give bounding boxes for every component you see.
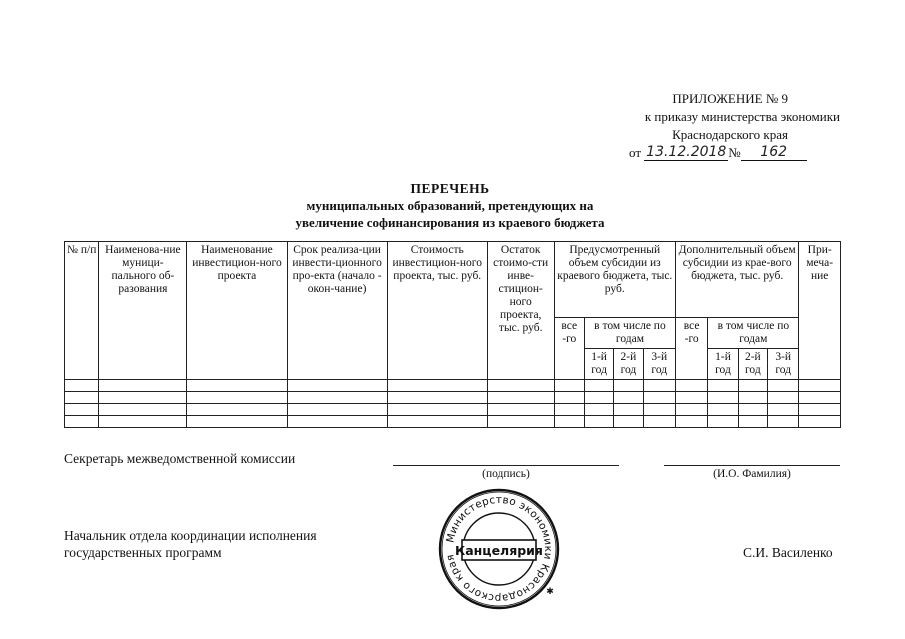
additional-year1: 1-й год — [708, 349, 738, 380]
signature-line — [393, 465, 619, 466]
col-municipality: Наименова-ние муници-пального об-разования — [99, 242, 187, 380]
chief-title-line1: Начальник отдела координации исполнения — [64, 528, 317, 543]
chief-name: С.И. Василенко — [743, 545, 833, 560]
svg-text:✱: ✱ — [546, 587, 554, 597]
col-additional-subsidy: Дополнительный объем субсидии из крае-вого бюджета, тыс. руб. — [675, 242, 798, 318]
signature-caption: (подпись) — [482, 468, 530, 480]
stamp-seal-icon — [437, 487, 561, 611]
number-label: № — [728, 145, 741, 160]
table-row — [65, 404, 841, 416]
col-balance: Остаток стоимо-сти инве-стицион-ного проекта, тыс. руб. — [487, 242, 554, 380]
planned-total: все -го — [554, 318, 584, 380]
order-reference — [629, 144, 807, 161]
appendix-header — [600, 90, 840, 144]
appendix-region: Краснодарского края — [672, 127, 788, 142]
additional-by-years: в том числе по годам — [708, 318, 799, 349]
planned-year3: 3-й год — [643, 349, 675, 380]
table-row — [65, 416, 841, 428]
name-caption: (И.О. Фамилия) — [713, 468, 791, 480]
secretary-title: Секретарь межведомственной комиссии — [64, 451, 296, 466]
stamp-ring-text: Министерство экономики Краснодарского края — [444, 493, 555, 605]
title-line2: муниципальных образований, претендующих на — [306, 198, 594, 213]
appendix-title: ПРИЛОЖЕНИЕ № 9 — [672, 91, 788, 106]
appendix-ministry: к приказу министерства экономики — [644, 109, 840, 124]
title-main: ПЕРЕЧЕНЬ — [410, 181, 490, 196]
additional-year2: 2-й год — [738, 349, 767, 380]
table-row — [65, 380, 841, 392]
col-num: № п/п — [65, 242, 99, 380]
additional-total: все -го — [675, 318, 707, 380]
planned-year1: 1-й год — [584, 349, 613, 380]
planned-by-years: в том числе по годам — [584, 318, 675, 349]
from-label: от — [629, 145, 642, 160]
name-line — [664, 465, 840, 466]
order-date: 13.12.2018 — [646, 144, 727, 160]
table-row — [65, 392, 841, 404]
stamp-center-text: Канцелярия — [455, 543, 543, 558]
office-stamp — [437, 487, 561, 611]
col-term: Срок реализа-ции инвести-ционного про-екта (начало - окон-чание) — [287, 242, 387, 380]
planned-year2: 2-й год — [614, 349, 643, 380]
col-planned-subsidy: Предусмотренный объем субсидии из краевого бюджета, тыс. руб. — [554, 242, 675, 318]
col-project: Наименование инвестицион-ного проекта — [187, 242, 287, 380]
additional-year3: 3-й год — [767, 349, 798, 380]
chief-title-line2: государственных программ — [64, 545, 222, 560]
order-number: 162 — [741, 144, 807, 161]
col-cost: Стоимость инвестицион-ного проекта, тыс. руб. — [387, 242, 487, 380]
municipalities-table — [64, 241, 841, 428]
col-note: При-меча-ние — [799, 242, 841, 380]
title-line3: увеличение софинансирования из краевого бюджета — [295, 215, 605, 230]
document-title — [170, 180, 730, 231]
